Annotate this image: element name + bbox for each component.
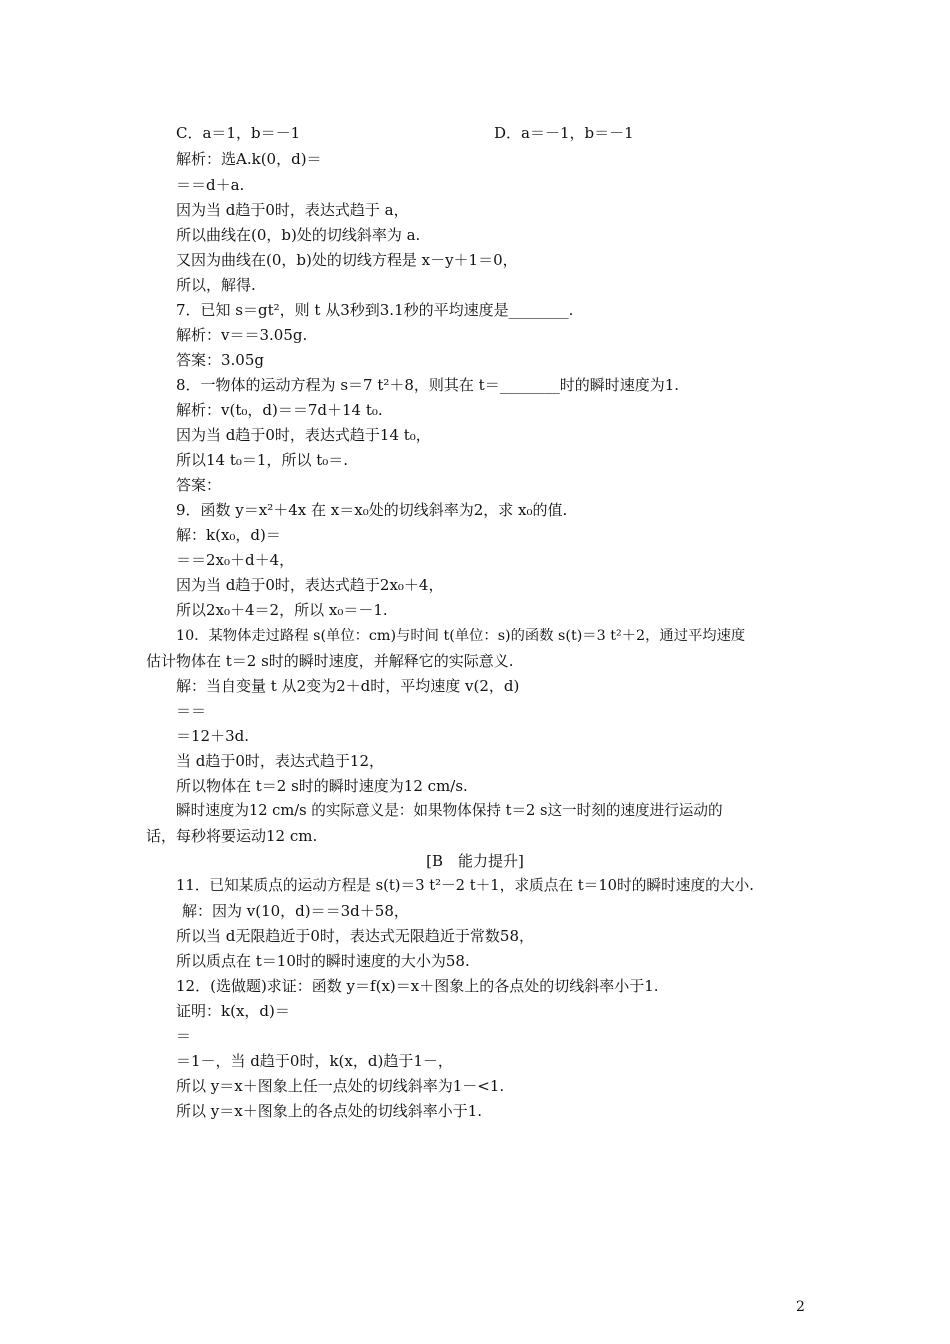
text-line: 所以 y＝x＋图象上任一点处的切线斜率为1－<1. xyxy=(176,1077,505,1095)
text-line: 所以物体在 t＝2 s时的瞬时速度为12 cm/s. xyxy=(176,777,468,795)
text-line: 解析：选A.k(0，d)＝ xyxy=(176,150,322,168)
text-line: 解：k(x₀，d)＝ xyxy=(176,526,281,544)
text-line: 因为当 d趋于0时，表达式趋于2x₀＋4， xyxy=(176,576,444,594)
text-line: 瞬时速度为12 cm/s 的实际意义是：如果物体保持 t＝2 s这一时刻的速度进行运动的 xyxy=(176,802,723,819)
text-line: 当 d趋于0时，表达式趋于12， xyxy=(176,752,385,770)
text-line: 话，每秒将要运动12 cm. xyxy=(146,827,318,845)
text-line: 因为当 d趋于0时，表达式趋于14 t₀， xyxy=(176,426,431,444)
text-line: 证明：k(x，d)＝ xyxy=(176,1002,290,1020)
question-12: 12．(选做题)求证：函数 y＝f(x)＝x＋图象上的各点处的切线斜率小于1. xyxy=(176,977,659,995)
page-number: 2 xyxy=(796,1299,805,1315)
text-line: ＝＝ xyxy=(176,702,207,720)
question-11: 11．已知某质点的运动方程是 s(t)＝3 t²－2 t＋1，求质点在 t＝10时的瞬时速度的大小. xyxy=(176,877,754,894)
question-9: 9．函数 y＝x²＋4x 在 x＝x₀处的切线斜率为2，求 x₀的值. xyxy=(176,501,568,519)
text-line: ＝12＋3d. xyxy=(176,727,250,745)
text-line: ＝1－，当 d趋于0时，k(x，d)趋于1－， xyxy=(176,1052,453,1070)
answer-line: 答案： xyxy=(176,476,222,494)
text-line: 所以 y＝x＋图象上的各点处的切线斜率小于1. xyxy=(176,1102,483,1120)
text-line: 解：因为 v(10，d)＝＝3d＋58， xyxy=(182,902,409,920)
text-line: 所以，解得. xyxy=(176,276,256,294)
text-line: 又因为曲线在(0，b)处的切线方程是 x－y＋1＝0， xyxy=(176,251,518,269)
option-d: D．a＝－1，b＝－1 xyxy=(494,124,634,142)
text-line: 所以当 d无限趋近于0时，表达式无限趋近于常数58， xyxy=(176,927,535,945)
text-line: ＝＝2x₀＋d＋4， xyxy=(176,551,295,569)
text-line: 所以2x₀＋4＝2，所以 x₀＝－1. xyxy=(176,601,388,619)
answer-line: 答案：3.05g xyxy=(176,351,265,369)
question-10: 10．某物体走过路程 s(单位：cm)与时间 t(单位：s)的函数 s(t)＝3 t²＋2，通过平均速度 xyxy=(176,628,746,644)
text-line: 估计物体在 t＝2 s时的瞬时速度，并解释它的实际意义. xyxy=(146,652,514,670)
text-line: ＝＝d＋a. xyxy=(176,176,245,194)
text-line: 所以质点在 t＝10时的瞬时速度的大小为58. xyxy=(176,952,470,970)
text-line: 解析：v＝＝3.05g. xyxy=(176,326,308,344)
text-line: ＝ xyxy=(176,1027,192,1045)
option-c: C．a＝1，b＝－1 xyxy=(176,124,301,142)
text-line: 解析：v(t₀，d)＝＝7d＋14 t₀. xyxy=(176,401,383,419)
question-7: 7．已知 s＝gt²，则 t 从3秒到3.1秒的平均速度是________. xyxy=(176,301,574,319)
text-line: 所以曲线在(0，b)处的切线斜率为 a. xyxy=(176,226,421,244)
section-heading: [B 能力提升] xyxy=(426,852,524,870)
text-line: 因为当 d趋于0时，表达式趋于 a， xyxy=(176,201,409,219)
question-8: 8．一物体的运动方程为 s＝7 t²＋8，则其在 t＝________时的瞬时速度为1. xyxy=(176,376,680,394)
text-line: 所以14 t₀＝1，所以 t₀＝. xyxy=(176,451,349,469)
text-line: 解：当自变量 t 从2变为2＋d时，平均速度 v(2，d) xyxy=(176,677,520,695)
